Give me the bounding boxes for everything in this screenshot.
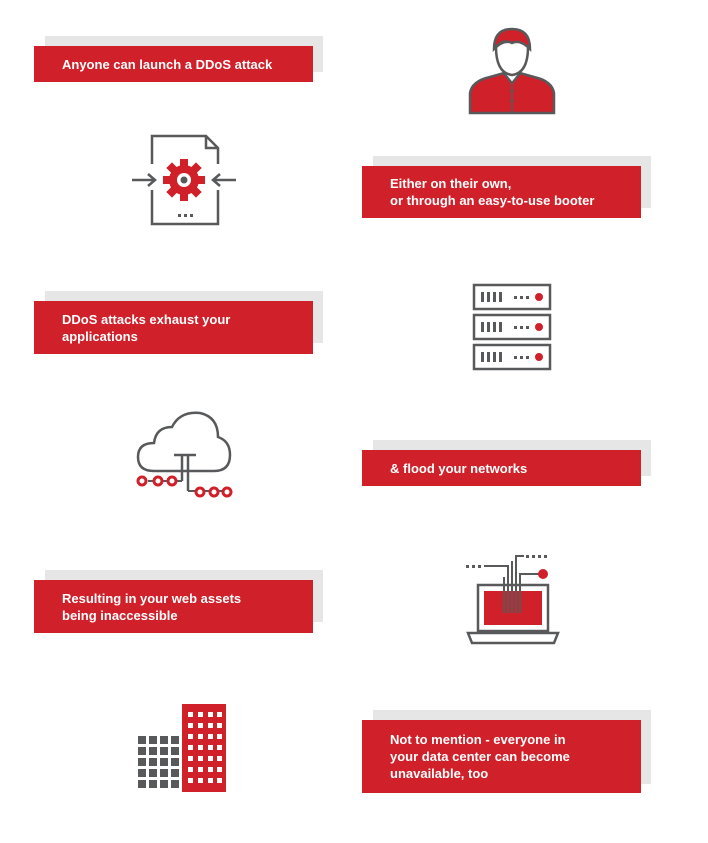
- cloud-network-icon: [134, 405, 234, 510]
- step-label-line: applications: [62, 328, 138, 344]
- step-label-line: your data center can become: [390, 749, 570, 764]
- step-label-line: Resulting in your web assets: [62, 590, 242, 606]
- step-label-3: [34, 301, 313, 354]
- buildings-icon: [136, 704, 228, 799]
- server-rack-icon: [470, 282, 554, 377]
- person-icon: [466, 25, 558, 120]
- step-label-6: [362, 720, 641, 793]
- step-label-line: & flood your networks: [390, 460, 528, 476]
- step-label-line: Either on their own,: [390, 176, 512, 191]
- step-label-line: or through an easy-to-use booter: [390, 193, 595, 208]
- gear-document-icon: [130, 134, 238, 233]
- step-label-line: DDoS attacks exhaust your: [62, 311, 231, 327]
- step-label-line: being inaccessible: [62, 607, 178, 623]
- step-label-2: [362, 166, 641, 218]
- step-label-line: Anyone can launch a DDoS attack: [62, 56, 273, 72]
- laptop-icon: [466, 553, 560, 650]
- step-label-line: unavailable, too: [390, 766, 489, 781]
- step-label-5: [34, 580, 313, 633]
- step-label-4: [362, 450, 641, 486]
- step-label-line: Not to mention - everyone in: [390, 732, 566, 747]
- step-label-1: [34, 46, 313, 82]
